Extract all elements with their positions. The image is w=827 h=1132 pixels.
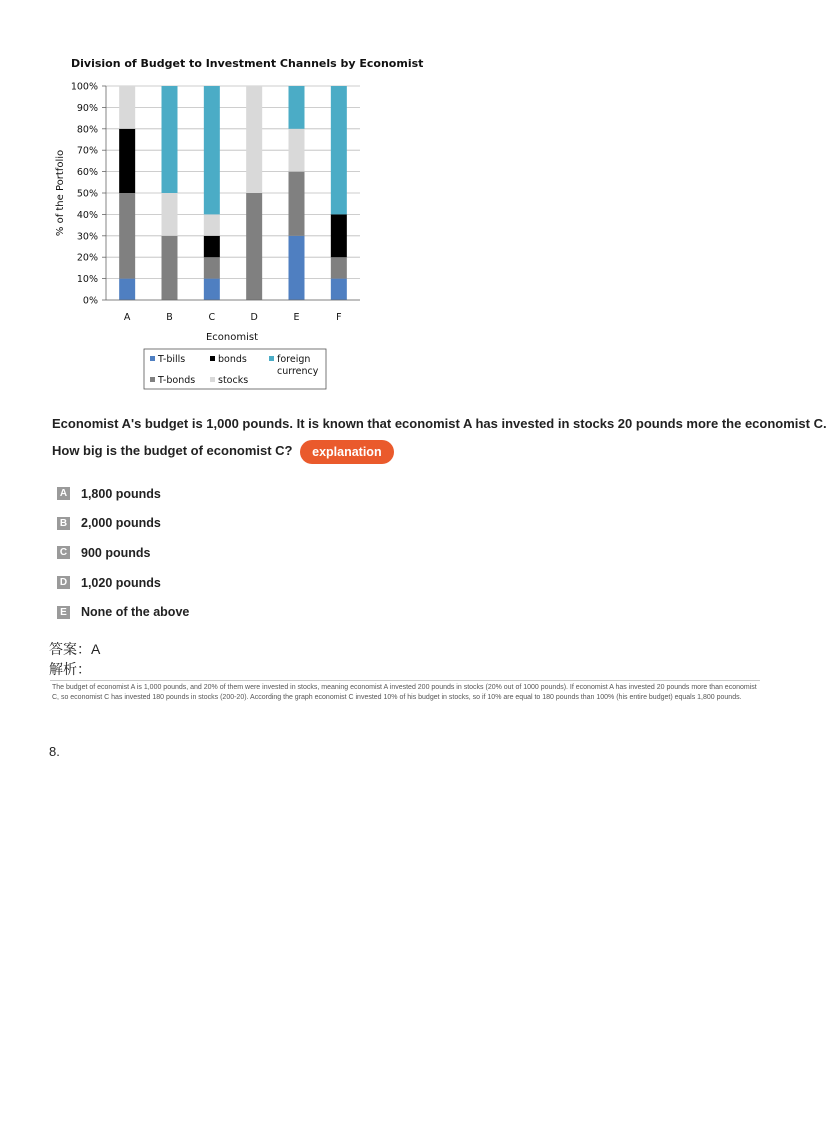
legend-swatch-t-bonds (150, 377, 155, 382)
option-d[interactable] (57, 568, 189, 598)
bar-segment (289, 172, 305, 236)
option-d-letter: D (57, 576, 70, 589)
x-tick-label: B (166, 312, 173, 323)
question-line-1: Economist A's budget is 1,000 pounds. It is known that economist A has invested in stocks 20 pounds more the economist C. (52, 416, 827, 431)
chart-title: Division of Budget to Investment Channels by Economist (71, 57, 424, 70)
option-a-letter: A (57, 487, 70, 500)
option-e[interactable] (57, 597, 189, 627)
legend-label-t-bills: T-bills (158, 354, 186, 365)
answer-options (57, 479, 189, 627)
legend-label-foreign: foreign (277, 354, 311, 365)
divider (50, 680, 760, 681)
bar-segment (204, 236, 220, 257)
x-tick-label: D (250, 312, 258, 323)
legend-label-bonds: bonds (218, 354, 247, 365)
x-tick-label: A (123, 312, 131, 323)
option-b[interactable] (57, 509, 189, 539)
question-line-2-text: How big is the budget of economist C? (52, 443, 293, 458)
bar-segment (162, 86, 178, 193)
legend-label-currency: currency (277, 366, 319, 377)
bar-segment (331, 214, 347, 257)
option-e-letter: E (57, 606, 70, 619)
bar-segment (119, 86, 135, 129)
y-tick-label: 30% (76, 231, 98, 243)
bar-segment (246, 193, 262, 300)
explanation-button[interactable]: explanation (300, 440, 393, 464)
legend-label-t-bonds: T-bonds (158, 375, 196, 386)
question-line-2 (52, 437, 772, 464)
x-tick-label: C (208, 312, 216, 323)
analysis-label: 解析： (49, 661, 91, 677)
y-axis-label: % of the Portfolio (55, 149, 66, 237)
explanation-text: The budget of economist A is 1,000 pounds, and 20% of them were invested in stocks, meaning economist A invested 200 pounds in stocks (20% out of 1000 pounds). If economist A has invested 20 pounds more than economist C, so economist C has invested 180 pounds in stocks (200-20). According the graph economist C invested 10% of his budget in stocks, so if 10% are equal to 180 pounds than 100% (his entire budget) equals 1,800 pounds. (52, 684, 757, 701)
option-b-letter: B (57, 517, 70, 530)
bar-segment (204, 257, 220, 278)
gridlines (106, 86, 360, 300)
option-e-text: None of the above (81, 605, 190, 620)
bar-segment (331, 279, 347, 300)
bar-segment (289, 86, 305, 129)
next-question-number: 8. (49, 744, 60, 759)
y-tick-label: 0% (82, 295, 98, 307)
bar-segment (331, 86, 347, 214)
option-b-text: 2,000 pounds (81, 516, 161, 531)
option-a-text: 1,800 pounds (81, 486, 161, 501)
chart-legend (144, 349, 326, 389)
option-d-text: 1,020 pounds (81, 575, 161, 590)
bar-segment (289, 236, 305, 300)
legend-swatch-bonds (210, 356, 215, 361)
bar-segment (204, 214, 220, 235)
bar-segment (162, 193, 178, 236)
option-a[interactable] (57, 479, 189, 509)
bar-segment (289, 129, 305, 172)
legend-label-stocks: stocks (218, 375, 249, 386)
legend-swatch-t-bills (150, 356, 155, 361)
y-tick-label: 70% (76, 145, 98, 157)
option-c-letter: C (57, 546, 70, 559)
x-axis-label: Economist (205, 332, 259, 343)
question-text (52, 410, 827, 464)
bar-segment (246, 86, 262, 193)
bar-segment (204, 86, 220, 214)
y-tick-label: 100% (70, 81, 98, 93)
y-tick-label: 20% (76, 252, 98, 264)
legend-swatch-foreign-currency (269, 356, 274, 361)
answer-block (49, 639, 100, 679)
x-tick-label: F (336, 312, 342, 323)
y-tick-label: 60% (76, 167, 98, 179)
bar-segment (331, 257, 347, 278)
bar-segment (119, 193, 135, 279)
bar-segment (162, 236, 178, 300)
x-tick-label: E (293, 312, 300, 323)
bar-segment (204, 279, 220, 300)
y-tick-label: 90% (76, 102, 98, 114)
bar-segment (119, 129, 135, 193)
bar-segment (119, 279, 135, 300)
y-tick-label: 10% (76, 274, 98, 286)
y-tick-label: 80% (76, 124, 98, 136)
y-tick-label: 50% (76, 188, 98, 200)
option-c[interactable] (57, 538, 189, 568)
option-c-text: 900 pounds (81, 545, 151, 560)
stacked-bar-chart (40, 48, 424, 398)
legend-swatch-stocks (210, 377, 215, 382)
y-tick-label: 40% (76, 209, 98, 221)
answer-label: 答案：A (49, 641, 101, 657)
